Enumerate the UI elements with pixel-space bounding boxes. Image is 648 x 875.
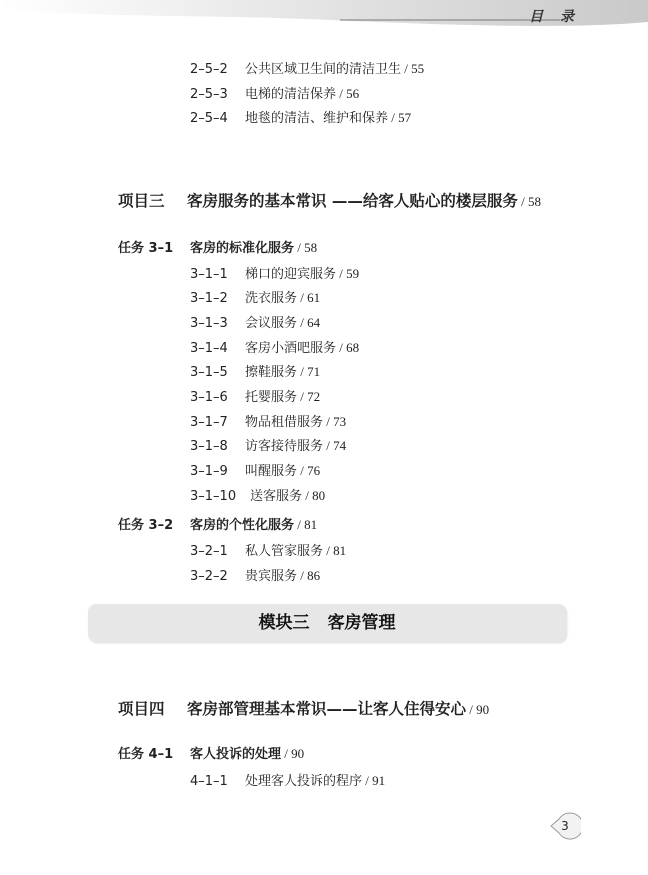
- task-title: 客房的标准化服务: [190, 241, 295, 256]
- toc-project-4[interactable]: [118, 699, 489, 720]
- entry-number: 3–1–6: [190, 390, 228, 405]
- entry-title: 物品租借服务: [245, 415, 324, 430]
- entry-page: / 91: [362, 773, 386, 788]
- task-title: 客房的个性化服务: [190, 518, 295, 533]
- module-heading[interactable]: [88, 604, 566, 642]
- toc-entry-3-2-1[interactable]: [190, 543, 346, 560]
- entry-page: / 81: [323, 543, 347, 558]
- toc-entry-3-1-5[interactable]: [190, 364, 320, 381]
- module-title: 客房管理: [327, 613, 396, 633]
- entry-title: 电梯的清洁保养: [245, 87, 337, 102]
- toc-entry-3-1-2[interactable]: [190, 290, 320, 307]
- entry-page: / 59: [336, 266, 360, 281]
- task-number: 任务 3–2: [118, 518, 174, 533]
- entry-number: 3–2–2: [190, 569, 228, 584]
- toc-entry-3-1-7[interactable]: [190, 414, 346, 431]
- toc-entry-3-1-1[interactable]: [190, 266, 359, 283]
- entry-title: 私人管家服务: [245, 544, 324, 559]
- module-number: 模块三: [258, 613, 310, 633]
- page-number: 3: [561, 819, 569, 833]
- entry-number: 3–1–10: [190, 489, 237, 504]
- entry-page: / 55: [401, 61, 425, 76]
- toc-task-3-2[interactable]: [118, 517, 317, 534]
- toc-entry-4-1-1[interactable]: [190, 773, 385, 790]
- toc-project-3[interactable]: [118, 191, 541, 212]
- task-page: / 90: [281, 746, 305, 761]
- entry-title: 叫醒服务: [245, 464, 298, 479]
- entry-number: 3–2–1: [190, 544, 228, 559]
- entry-page: / 61: [297, 290, 321, 305]
- project-number: 项目四: [118, 700, 165, 718]
- entry-title: 处理客人投诉的程序: [245, 774, 363, 789]
- task-title: 客人投诉的处理: [190, 747, 282, 762]
- entry-number: 2–5–2: [190, 62, 228, 77]
- entry-title: 擦鞋服务: [245, 365, 298, 380]
- entry-title: 公共区域卫生间的清洁卫生: [245, 62, 402, 77]
- header-title: 目 录: [529, 9, 580, 25]
- toc-task-4-1[interactable]: [118, 746, 304, 763]
- entry-number: 3–1–1: [190, 267, 228, 282]
- entry-page: / 80: [302, 488, 326, 503]
- entry-page: / 72: [297, 389, 321, 404]
- entry-number: 3–1–8: [190, 439, 228, 454]
- project-title: 客房部管理基本常识——让客人住得安心: [187, 700, 467, 718]
- entry-title: 访客接待服务: [245, 439, 324, 454]
- entry-page: / 86: [297, 568, 321, 583]
- entry-page: / 68: [336, 340, 360, 355]
- entry-title: 梯口的迎宾服务: [245, 267, 337, 282]
- entry-number: 2–5–3: [190, 87, 228, 102]
- entry-number: 3–1–5: [190, 365, 228, 380]
- entry-number: 3–1–7: [190, 415, 228, 430]
- entry-number: 2–5–4: [190, 111, 228, 126]
- entry-title: 会议服务: [245, 316, 298, 331]
- entry-number: 4–1–1: [190, 774, 228, 789]
- project-page: / 58: [517, 194, 542, 209]
- entry-page: / 71: [297, 364, 321, 379]
- toc-task-3-1[interactable]: [118, 240, 317, 257]
- toc-entry-3-1-4[interactable]: [190, 340, 359, 357]
- toc-entry-3-1-3[interactable]: [190, 315, 320, 332]
- entry-number: 3–1–2: [190, 291, 228, 306]
- toc-entry-3-1-8[interactable]: [190, 438, 346, 455]
- entry-page: / 73: [323, 414, 347, 429]
- entry-title: 客房小酒吧服务: [245, 341, 337, 356]
- entry-page: / 74: [323, 438, 347, 453]
- entry-page: / 64: [297, 315, 321, 330]
- project-title: 客房服务的基本常识 ——给客人贴心的楼层服务: [187, 192, 518, 210]
- toc-entry-3-2-2[interactable]: [190, 568, 320, 585]
- entry-number: 3–1–3: [190, 316, 228, 331]
- entry-title: 贵宾服务: [245, 569, 298, 584]
- entry-number: 3–1–4: [190, 341, 228, 356]
- toc-entry-2-5-4[interactable]: [190, 110, 411, 127]
- toc-entry-3-1-6[interactable]: [190, 389, 320, 406]
- entry-title: 洗衣服务: [245, 291, 298, 306]
- entry-page: / 57: [388, 110, 412, 125]
- entry-title: 地毯的清洁、维护和保养: [245, 111, 389, 126]
- project-page: / 90: [466, 702, 490, 717]
- task-page: / 58: [294, 240, 318, 255]
- entry-page: / 76: [297, 463, 321, 478]
- toc-entry-2-5-2[interactable]: [190, 61, 424, 78]
- project-number: 项目三: [118, 192, 165, 210]
- entry-page: / 56: [336, 86, 360, 101]
- task-number: 任务 3–1: [118, 241, 174, 256]
- toc-entry-3-1-9[interactable]: [190, 463, 320, 480]
- task-page: / 81: [294, 517, 318, 532]
- entry-title: 送客服务: [250, 489, 303, 504]
- toc-entry-3-1-10[interactable]: [190, 488, 325, 505]
- toc-entry-2-5-3[interactable]: [190, 86, 359, 103]
- task-number: 任务 4–1: [118, 747, 174, 762]
- entry-number: 3–1–9: [190, 464, 228, 479]
- entry-title: 托婴服务: [245, 390, 298, 405]
